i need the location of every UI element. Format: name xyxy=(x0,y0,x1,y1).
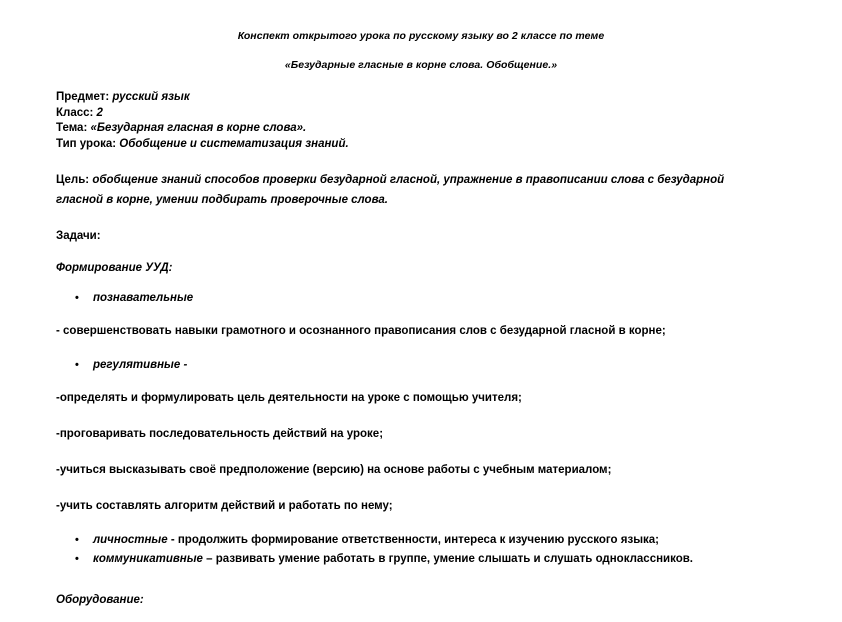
list-item-communicative xyxy=(56,551,786,568)
goal-paragraph xyxy=(56,170,766,210)
dash-line-algorithm: -учить составлять алгоритм действий и работать по нему; xyxy=(56,500,393,512)
list-item-rest: – развивать умение работать в группе, умение слышать и слушать одноклассников. xyxy=(202,553,694,565)
dash-line-sequence: -проговаривать последовательность действий на уроке; xyxy=(56,428,384,440)
bullet-list-regulative xyxy=(56,357,786,374)
goal-label: Цель: xyxy=(56,174,90,186)
bullet-dot-icon: • xyxy=(75,359,79,371)
meta-row-lesson-type xyxy=(56,137,786,153)
uud-heading: Формирование УУД: xyxy=(56,262,173,274)
document-title-line-1: Конспект открытого урока по русскому языку во 2 классе по теме xyxy=(237,30,605,42)
list-item-personal xyxy=(56,532,786,549)
bullet-dot-icon: • xyxy=(75,292,79,304)
bullet-dot-icon: • xyxy=(75,553,79,565)
list-item-term: коммуникативные xyxy=(93,553,203,565)
meta-label-subject: Предмет: xyxy=(56,91,110,103)
goal-value: обобщение знаний способов проверки безударной гласной, упражнение в правописании слова с безударной гласной в корне, умении подбирать проверочные слова. xyxy=(56,174,725,206)
meta-value-topic: «Безударная гласная в корне слова». xyxy=(90,122,307,134)
lesson-meta-block xyxy=(56,90,786,152)
document-title-line-2: «Безударные гласные в корне слова. Обобщение.» xyxy=(284,59,558,71)
meta-row-subject xyxy=(56,90,786,106)
meta-label-grade: Класс: xyxy=(56,106,94,119)
dash-line-goal-formulate: -определять и формулировать цель деятельности на уроке с помощью учителя; xyxy=(56,392,522,404)
meta-value-lesson-type: Обобщение и систематизация знаний. xyxy=(119,137,349,150)
meta-label-lesson-type: Тип урока: xyxy=(56,137,117,150)
dash-line-hypothesis: -учиться высказывать своё предположение (версию) на основе работы с учебным материалом; xyxy=(56,464,612,476)
list-item-term: познавательные xyxy=(93,292,194,304)
list-item-cognitive xyxy=(56,290,786,307)
list-item-regulative xyxy=(56,357,786,374)
list-item-rest: - xyxy=(180,359,188,371)
meta-value-subject: русский язык xyxy=(112,91,190,103)
meta-row-topic xyxy=(56,121,786,137)
list-item-term: регулятивные xyxy=(93,359,181,371)
document-body xyxy=(56,30,786,622)
bullet-dot-icon: • xyxy=(75,534,79,546)
bullet-list-cognitive xyxy=(56,290,786,307)
meta-value-grade: 2 xyxy=(96,106,103,119)
bullet-list-personal-communicative xyxy=(56,532,786,568)
tasks-heading: Задачи: xyxy=(56,230,101,242)
meta-row-grade xyxy=(56,106,786,122)
dash-line-cognitive: - совершенствовать навыки грамотного и осознанного правописания слов с безударной гласной в корне; xyxy=(56,325,666,337)
list-item-term: личностные xyxy=(93,534,168,546)
equipment-heading: Оборудование: xyxy=(56,594,144,606)
list-item-rest: - продолжить формирование ответственности, интереса к изучению русского языка; xyxy=(167,534,660,546)
meta-label-topic: Тема: xyxy=(56,122,88,134)
